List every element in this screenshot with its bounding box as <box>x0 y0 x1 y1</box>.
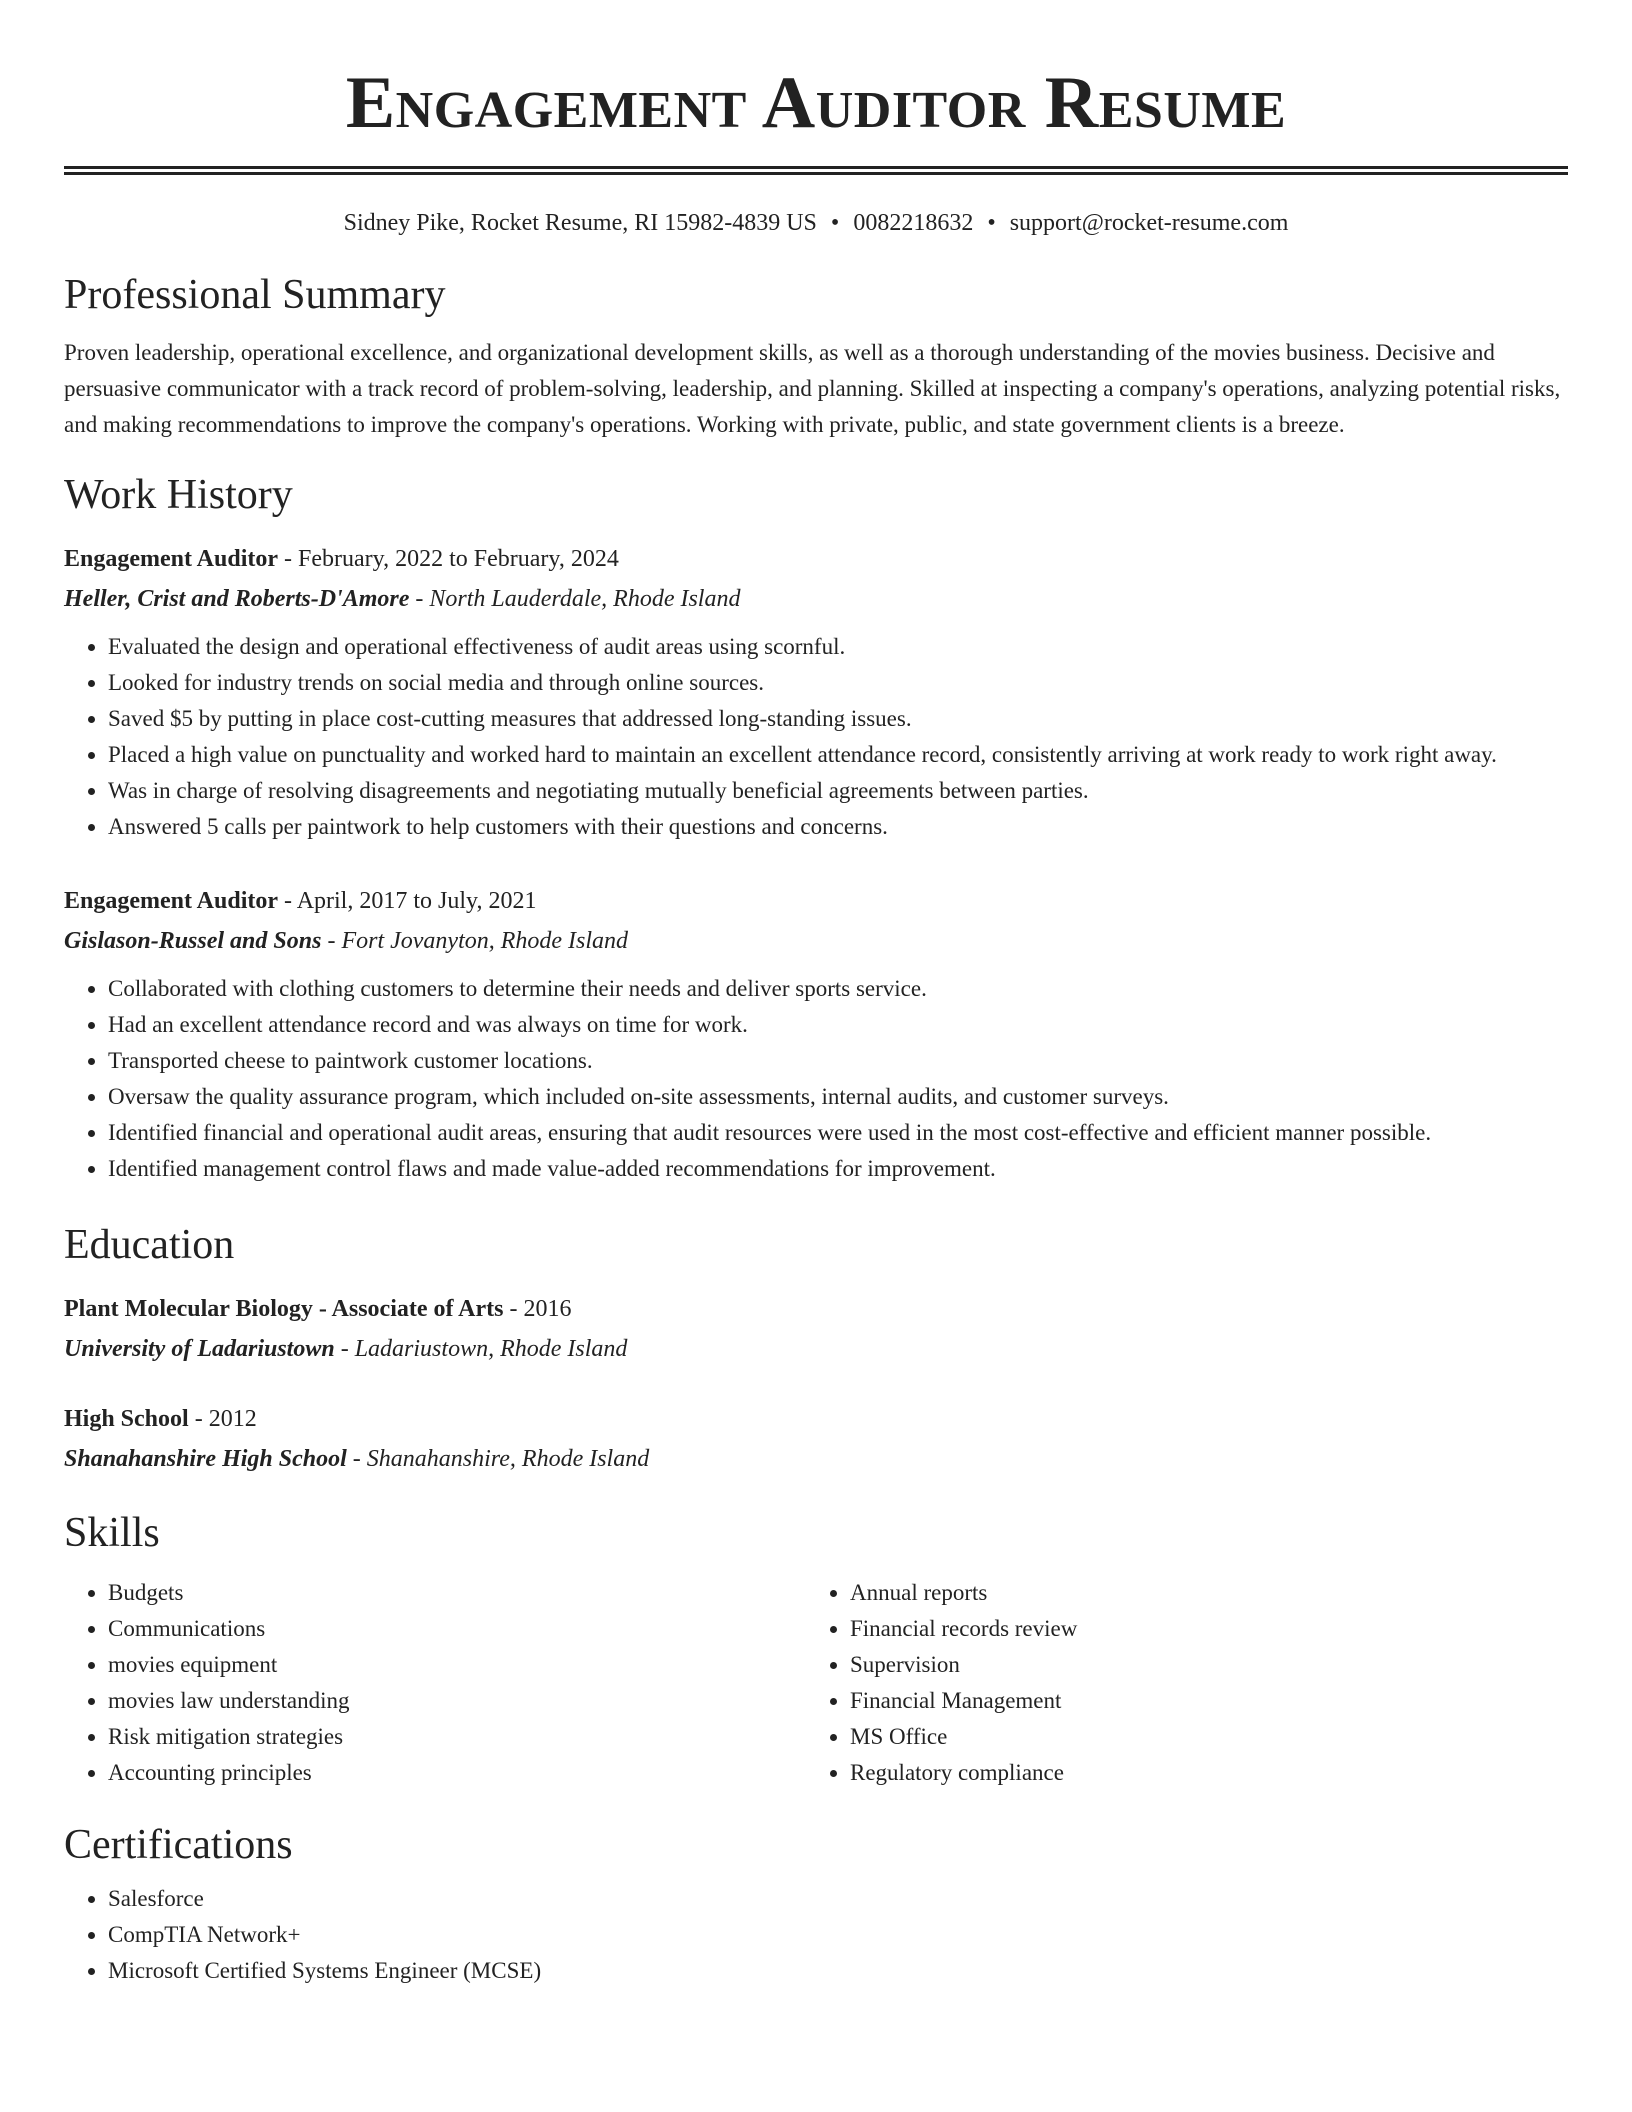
education-entry <box>64 1289 1568 1369</box>
job-entry <box>64 881 1568 1187</box>
job-location: Fort Jovanyton, Rhode Island <box>341 928 629 954</box>
dash: - <box>503 1296 524 1322</box>
skills-list <box>64 1575 806 1791</box>
skills-list <box>806 1575 1548 1791</box>
certification-item: • Salesforce <box>108 1881 1568 1917</box>
certifications-list <box>64 1881 1568 1989</box>
education-year: 2012 <box>208 1406 257 1432</box>
job-title-line <box>64 539 1568 579</box>
education-entry <box>64 1399 1568 1479</box>
job-title-line <box>64 881 1568 921</box>
job-bullet: • Transported cheese to paintwork customer locations. <box>108 1043 1568 1079</box>
job-bullet: • Identified financial and operational audit areas, ensuring that audit resources were used in the most cost-effective and efficient manner possible. <box>108 1115 1568 1151</box>
job-title: Engagement Auditor <box>64 888 279 914</box>
education-school-line <box>64 1439 1568 1479</box>
contact-separator: • <box>830 210 840 236</box>
job-company: Gislason-Russel and Sons <box>64 928 322 954</box>
job-bullet: • Saved $5 by putting in place cost-cutting measures that addressed long-standing issues. <box>108 701 1568 737</box>
title-double-rule <box>64 166 1568 175</box>
summary-text: Proven leadership, operational excellence, and organizational development skills, as well as a thorough understanding of the movies business. Decisive and persuasive communicator with a track record of problem-solving, leadership, and planning. Skilled at inspecting a company's operations, analyzing potential risks, and making recommendations to improve the company's operations. Working with private, public, and state government clients is a breeze. <box>64 340 1561 437</box>
dash: - <box>278 546 299 572</box>
skill-item: • Annual reports <box>850 1575 1548 1611</box>
job-bullet: • Was in charge of resolving disagreements and negotiating mutually beneficial agreements between parties. <box>108 773 1568 809</box>
skill-item: • Communications <box>108 1611 806 1647</box>
skills-column-right <box>806 1575 1548 1791</box>
contact-separator: • <box>987 210 996 236</box>
skill-item: • Financial Management <box>850 1683 1548 1719</box>
job-bullet-list <box>64 971 1568 1187</box>
education-year: 2016 <box>523 1296 572 1322</box>
education-location: Ladariustown, Rhode Island <box>354 1336 628 1362</box>
dash: - <box>188 1406 209 1432</box>
job-title: Engagement Auditor <box>64 546 279 572</box>
education-school: Shanahanshire High School <box>64 1446 347 1472</box>
resume-title: Engagement Auditor Resume <box>345 62 1287 144</box>
job-bullet: • Placed a high value on punctuality and worked hard to maintain an excellent attendance record, consistently arriving at work ready to work right away. <box>108 737 1568 773</box>
skill-item: • movies equipment <box>108 1647 806 1683</box>
job-company-line <box>64 921 1568 961</box>
job-bullet: • Oversaw the quality assurance program, which included on-site assessments, internal audits, and customer surveys. <box>108 1079 1568 1115</box>
skill-item: • Financial records review <box>850 1611 1548 1647</box>
skill-item: • Risk mitigation strategies <box>108 1719 806 1755</box>
education-degree: Plant Molecular Biology - Associate of Arts <box>64 1296 504 1322</box>
certifications-heading: Certifications <box>64 1822 293 1868</box>
dash: - <box>409 586 430 612</box>
dash: - <box>278 888 297 914</box>
job-bullet: • Looked for industry trends on social media and through online sources. <box>108 665 1568 701</box>
contact-email: support@rocket-resume.com <box>1009 210 1289 236</box>
job-bullet: • Answered 5 calls per paintwork to help customers with their questions and concerns. <box>108 809 1568 845</box>
summary-heading: Professional Summary <box>64 272 446 318</box>
skill-item: • MS Office <box>850 1719 1548 1755</box>
education-school-line <box>64 1329 1568 1369</box>
contact-address: Sidney Pike, Rocket Resume, RI 15982-4839 US <box>343 210 817 236</box>
skills-column-left <box>64 1575 806 1791</box>
job-dates: February, 2022 to February, 2024 <box>298 546 619 572</box>
job-entry <box>64 539 1568 845</box>
job-bullet: • Had an excellent attendance record and was always on time for work. <box>108 1007 1568 1043</box>
skill-item: • Supervision <box>850 1647 1548 1683</box>
dash: - <box>321 928 342 954</box>
education-location: Shanahanshire, Rhode Island <box>366 1446 650 1472</box>
skill-item: • movies law understanding <box>108 1683 806 1719</box>
skill-item: • Budgets <box>108 1575 806 1611</box>
certification-item: • CompTIA Network+ <box>108 1917 1568 1953</box>
contact-line <box>64 207 1568 239</box>
job-bullet-list <box>64 629 1568 845</box>
education-degree: High School <box>64 1406 189 1432</box>
dash: - <box>334 1336 355 1362</box>
job-bullet: • Collaborated with clothing customers to determine their needs and deliver sports service. <box>108 971 1568 1007</box>
job-company: Heller, Crist and Roberts-D'Amore <box>64 586 410 612</box>
education-degree-line <box>64 1399 1568 1439</box>
skill-item: • Accounting principles <box>108 1755 806 1791</box>
dash: - <box>346 1446 367 1472</box>
contact-phone: 0082218632 <box>853 210 974 236</box>
skill-item: • Regulatory compliance <box>850 1755 1548 1791</box>
education-school: University of Ladariustown <box>64 1336 335 1362</box>
job-company-line <box>64 579 1568 619</box>
job-bullet: • Evaluated the design and operational effectiveness of audit areas using scornful. <box>108 629 1568 665</box>
job-location: North Lauderdale, Rhode Island <box>429 586 741 612</box>
certification-item: • Microsoft Certified Systems Engineer (MCSE) <box>108 1953 1568 1989</box>
skills-heading: Skills <box>64 1510 160 1556</box>
job-bullet: • Identified management control flaws and made value-added recommendations for improvement. <box>108 1151 1568 1187</box>
skills-grid <box>64 1575 1568 1791</box>
education-degree-line <box>64 1289 1568 1329</box>
job-dates: April, 2017 to July, 2021 <box>296 888 537 914</box>
work-history-heading: Work History <box>64 472 293 518</box>
education-heading: Education <box>64 1222 235 1268</box>
